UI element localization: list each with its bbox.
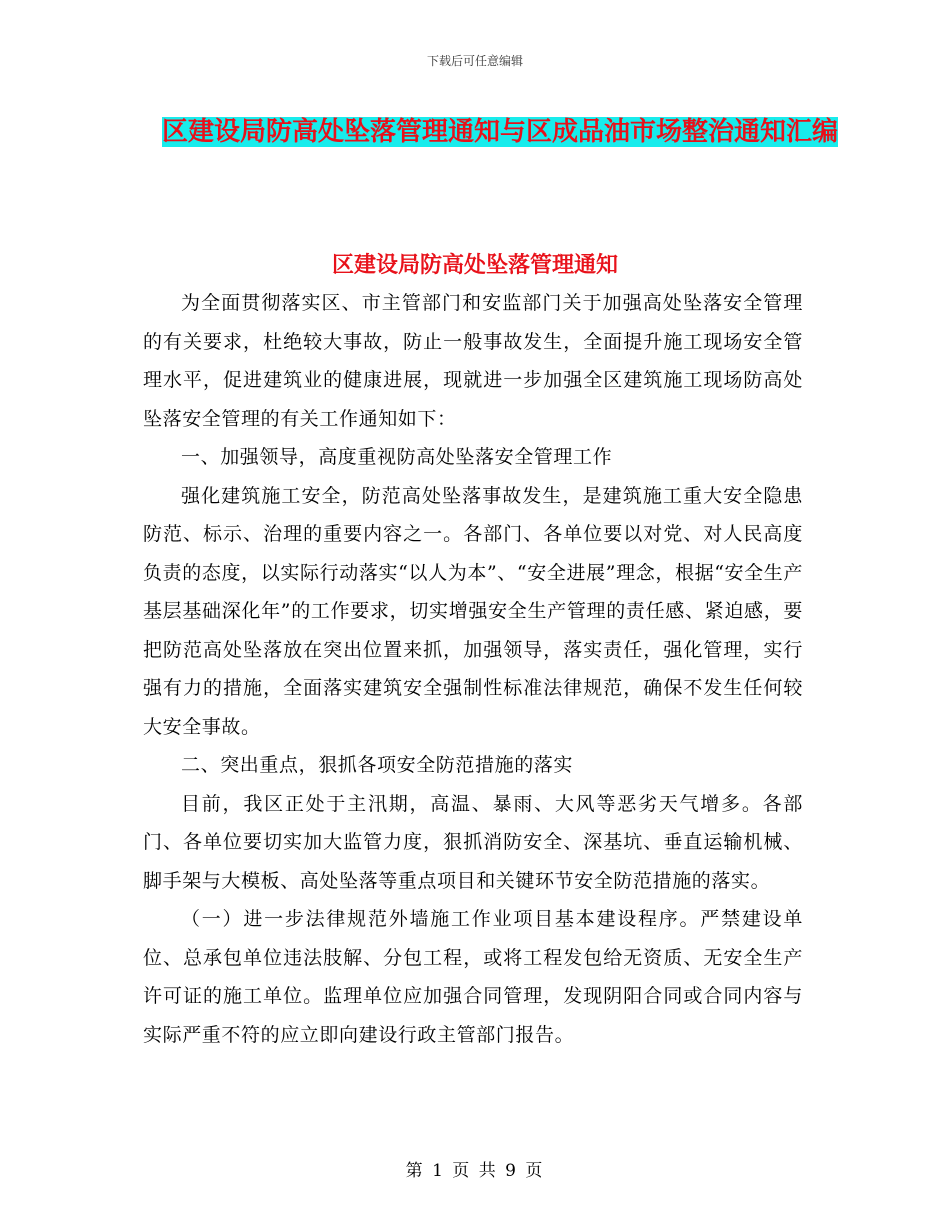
document-title-text: 区建设局防高处坠落管理通知与区成品油市场整治通知汇编	[161, 117, 838, 147]
paragraph-heading-2: 二、突出重点，狠抓各项安全防范措施的落实	[181, 754, 574, 776]
page-number: 第 1 页 共 9 页	[405, 1161, 545, 1181]
paragraph-heading-1: 一、加强领导，高度重视防高处坠落安全管理工作	[181, 446, 613, 468]
section-title: 区建设局防高处坠落管理通知	[331, 253, 618, 278]
document-body	[143, 284, 803, 1054]
header-note: 下载后可任意编辑	[426, 54, 523, 68]
paragraph-body-1: 强化建筑施工安全，防范高处坠落事故发生，是建筑施工重大安全隐患防范、标示、治理的重要内容之一。各部门、各单位要以对党、对人民高度负责的态度，以实际行动落实“以人为本”、“安全进展”理念，根据“安全生产基层基础深化年”的工作要求，切实增强安全生产管理的责任感、紧迫感，要把防范高处坠落放在突出位置来抓，加强领导，落实责任，强化管理，实行强有力的措施，全面落实建筑安全强制性标准法律规范，确保不发生任何较大安全事故。	[143, 484, 803, 738]
paragraph-body-2: 目前，我区正处于主汛期，高温、暴雨、大风等恶劣天气增多。各部门、各单位要切实加大监管力度，狠抓消防安全、深基坑、垂直运输机械、脚手架与大模板、高处坠落等重点项目和关键环节安全防范措施的落实。	[143, 792, 803, 892]
paragraph-intro: 为全面贯彻落实区、市主管部门和安监部门关于加强高处坠落安全管理的有关要求，杜绝较大事故，防止一般事故发生，全面提升施工现场安全管理水平，促进建筑业的健康进展，现就进一步加强全区建筑施工现场防高处坠落安全管理的有关工作通知如下：	[143, 292, 803, 430]
paragraph-subitem-1: （一）进一步法律规范外墙施工作业项目基本建设程序。严禁建设单位、总承包单位违法肢解、分包工程，或将工程发包给无资质、无安全生产许可证的施工单位。监理单位应加强合同管理，发现阴阳合同或合同内容与实际严重不符的应立即向建设行政主管部门报告。	[143, 908, 803, 1046]
document-title	[140, 110, 860, 154]
